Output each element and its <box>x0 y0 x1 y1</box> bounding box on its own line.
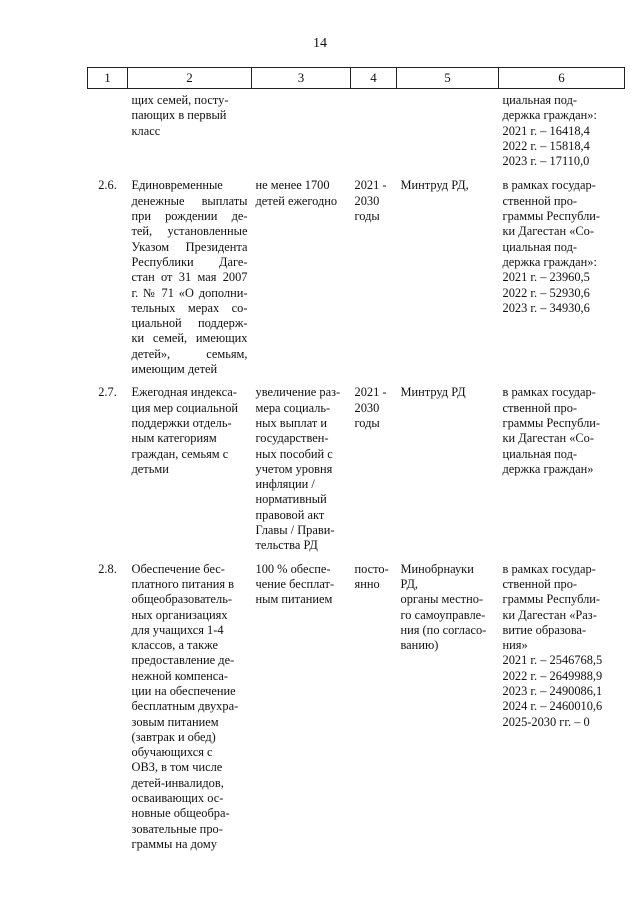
period-cell <box>351 169 397 377</box>
text-line: 2021 г. – 23960,5 <box>502 270 590 285</box>
text-line: учетом уровня <box>255 461 333 476</box>
text-line: 2021 - <box>354 178 387 193</box>
text-line: инфляции / <box>255 477 315 492</box>
text-line: обучающихся с <box>131 745 213 760</box>
text-line: ных выплат и <box>255 415 328 430</box>
text-line: 2021 г. – 16418,4 <box>502 123 590 138</box>
text-line: бесплатным двухра- <box>131 699 239 714</box>
executor-cell <box>397 554 499 853</box>
text-line: ция мер социальной <box>131 400 239 415</box>
text-line: тей, установленные <box>131 224 248 239</box>
description-cell <box>128 89 252 170</box>
text-line: 2021 - <box>354 385 387 400</box>
funding-cell <box>499 169 625 377</box>
column-header: 3 <box>252 68 351 89</box>
text-line: циальная под- <box>502 446 578 461</box>
text-line: ния» <box>502 638 528 653</box>
text-line: общеобразователь- <box>131 592 232 607</box>
description-cell <box>128 377 252 553</box>
text-line: государствен- <box>255 431 329 446</box>
text-line: 2022 г. – 52930,6 <box>502 285 590 300</box>
text-line: нежной компенса- <box>131 668 228 683</box>
text-line: 2023 г. – 17110,0 <box>502 154 590 169</box>
table-row <box>88 169 625 377</box>
text-line: правовой акт <box>255 507 325 522</box>
text-line: 2030 <box>354 193 380 208</box>
text-line: органы местно- <box>400 592 484 607</box>
period-cell <box>351 89 397 170</box>
text-line: детей», семьям, <box>131 346 248 361</box>
text-line: в рамках государ- <box>502 561 596 576</box>
text-line: детьми <box>131 461 169 476</box>
text-line: тельных мерах со- <box>131 300 248 315</box>
executor-cell <box>397 377 499 553</box>
text-line: держка граждан» <box>502 461 594 476</box>
text-line: тельства РД <box>255 538 318 553</box>
text-line: РД, <box>400 576 419 591</box>
column-header: 6 <box>499 68 625 89</box>
text-line: 2021 г. – 2546768,5 <box>502 653 603 668</box>
text-line: классов, а также <box>131 638 219 653</box>
text-line: граммы Республи- <box>502 415 601 430</box>
text-line: щих семей, посту- <box>131 93 229 107</box>
item-number-cell: 2.8. <box>98 561 117 576</box>
text-line: в рамках государ- <box>502 178 596 193</box>
text-line: в рамках государ- <box>502 385 596 400</box>
text-line: детей ежегодно <box>255 193 338 208</box>
text-line: держка граждан»: <box>502 108 597 123</box>
text-line: имеющим детей <box>131 362 218 377</box>
table-row <box>88 377 625 553</box>
text-line: денежные выплаты <box>131 193 248 208</box>
text-line: Ежегодная индекса- <box>131 385 237 400</box>
text-line: увеличение раз- <box>255 385 341 400</box>
text-line: 100 % обеспе- <box>255 561 331 576</box>
text-line: го самоуправле- <box>400 607 486 622</box>
text-line: витие образова- <box>502 622 587 637</box>
text-line: стан от 31 мая 2007 <box>131 270 248 285</box>
text-line: Минтруд РД, <box>400 178 469 193</box>
table-row-continuation <box>88 89 625 170</box>
text-line: граммы на дому <box>131 836 217 851</box>
table-row <box>88 554 625 853</box>
indicator-cell <box>252 89 351 170</box>
text-line: ОВЗ, в том числе <box>131 760 223 775</box>
text-line: граждан, семьям с <box>131 446 229 461</box>
text-line: г. № 71 «О дополни- <box>131 285 248 300</box>
text-line: зовым питанием <box>131 714 219 729</box>
text-line: циальная под- <box>502 93 578 107</box>
text-line: Обеспечение бес- <box>131 561 225 576</box>
executor-cell <box>397 169 499 377</box>
description-cell <box>128 169 252 377</box>
text-line: ственной про- <box>502 400 578 415</box>
text-line: 2030 <box>354 400 380 415</box>
text-line: нормативный <box>255 492 327 507</box>
text-line: 2023 г. – 34930,6 <box>502 300 590 315</box>
text-line: ных организациях <box>131 607 228 622</box>
text-line: годы <box>354 415 380 430</box>
funding-cell <box>499 89 625 170</box>
indicator-cell <box>252 554 351 853</box>
text-line: посто- <box>354 561 389 576</box>
text-line: не менее 1700 <box>255 178 330 193</box>
text-line: мера социаль- <box>255 400 331 415</box>
text-line: (завтрак и обед) <box>131 729 216 744</box>
text-line: граммы Республи- <box>502 592 601 607</box>
text-line: янно <box>354 576 380 591</box>
page-number: 14 <box>313 36 327 51</box>
text-line: ки Дагестан «Со- <box>502 224 595 239</box>
text-line: класс <box>131 123 161 138</box>
text-line: ным категориям <box>131 431 217 446</box>
text-line: зовательные про- <box>131 821 223 836</box>
text-line: держка граждан»: <box>502 254 597 269</box>
text-line: для учащихся 1-4 <box>131 622 224 637</box>
text-line: Минобрнауки <box>400 561 474 576</box>
text-line: 2022 г. – 15818,4 <box>502 138 590 153</box>
text-line: Республики Даге- <box>131 254 248 269</box>
text-line: ния (по согласо- <box>400 622 487 637</box>
text-line: осваивающих ос- <box>131 791 224 806</box>
table-header-row <box>88 68 625 89</box>
item-number-cell: 2.6. <box>98 178 117 193</box>
text-line: ственной про- <box>502 193 578 208</box>
text-line: ных пособий с <box>255 446 333 461</box>
period-cell <box>351 554 397 853</box>
column-header: 4 <box>351 68 397 89</box>
text-line: Единовременные <box>131 178 223 193</box>
text-line: Указом Президента <box>131 239 248 254</box>
text-line: циальная под- <box>502 239 578 254</box>
indicator-cell <box>252 377 351 553</box>
text-line: 2023 г. – 2490086,1 <box>502 683 603 698</box>
item-number-cell: 2.7. <box>98 385 117 400</box>
text-line: детей-инвалидов, <box>131 775 224 790</box>
text-line: Главы / Прави- <box>255 523 335 538</box>
text-line: платного питания в <box>131 576 235 591</box>
text-line: пающих в первый <box>131 108 227 123</box>
measures-table <box>87 67 625 852</box>
text-line: при рождении де- <box>131 209 248 224</box>
description-cell <box>128 554 252 853</box>
executor-cell <box>397 89 499 170</box>
item-number-cell <box>88 89 128 170</box>
text-line: 2024 г. – 2460010,6 <box>502 699 603 714</box>
text-line: 2022 г. – 2649988,9 <box>502 668 603 683</box>
text-line: ки Дагестан «Со- <box>502 431 595 446</box>
period-cell <box>351 377 397 553</box>
column-header: 5 <box>397 68 499 89</box>
text-line: ки Дагестан «Раз- <box>502 607 597 622</box>
text-line: чение бесплат- <box>255 576 335 591</box>
text-line: ственной про- <box>502 576 578 591</box>
text-line: циальной поддерж- <box>131 316 248 331</box>
text-line: предоставление де- <box>131 653 235 668</box>
text-line: поддержки отдель- <box>131 415 232 430</box>
text-line: граммы Республи- <box>502 209 601 224</box>
text-line: ки семей, имеющих <box>131 331 248 346</box>
text-line: ванию) <box>400 638 439 653</box>
funding-cell <box>499 554 625 853</box>
text-line: годы <box>354 209 380 224</box>
text-line: ции на обеспечение <box>131 683 236 698</box>
text-line: 2025-2030 гг. – 0 <box>502 714 590 729</box>
indicator-cell <box>252 169 351 377</box>
column-header: 2 <box>128 68 252 89</box>
text-line: ным питанием <box>255 592 333 607</box>
text-line: новные общеобра- <box>131 806 230 821</box>
funding-cell <box>499 377 625 553</box>
text-line: Минтруд РД <box>400 385 466 400</box>
column-header: 1 <box>88 68 128 89</box>
